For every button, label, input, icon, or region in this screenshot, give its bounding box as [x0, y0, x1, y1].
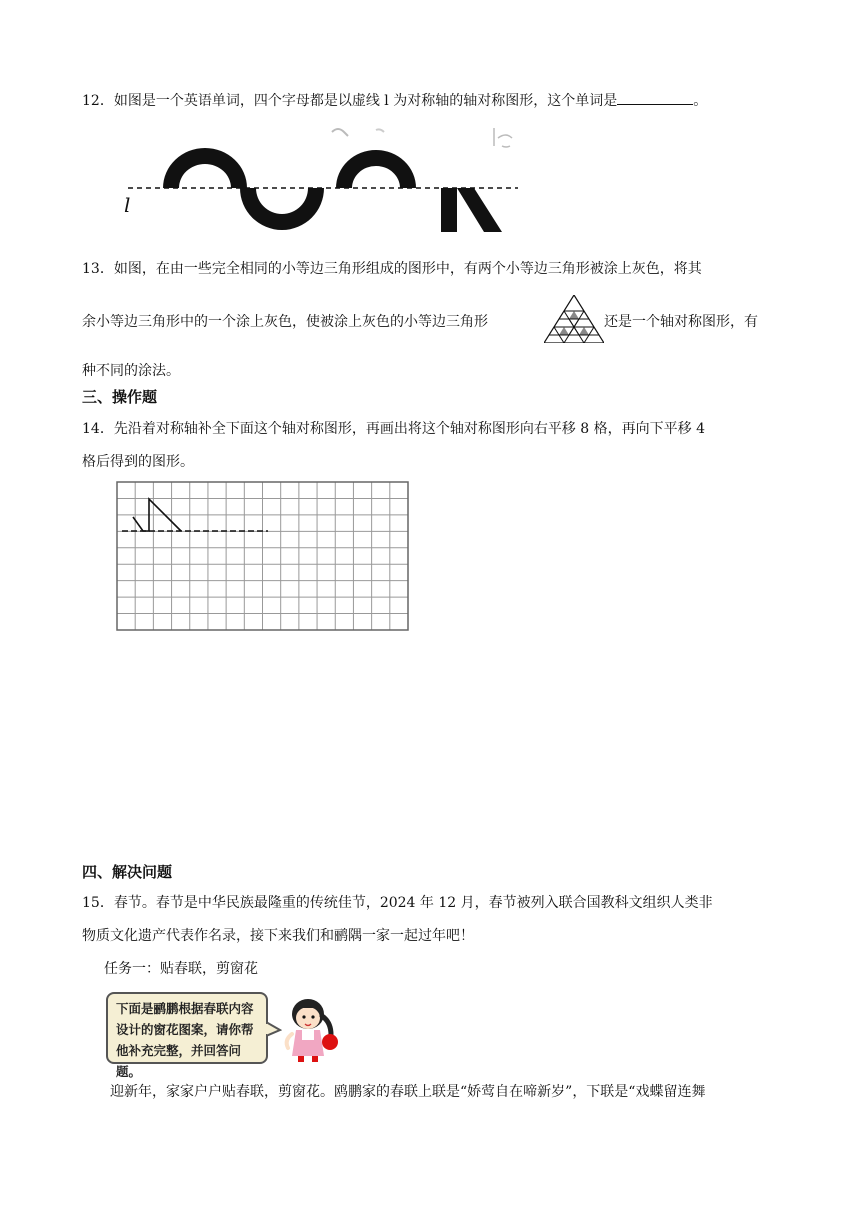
q15-line2: 物质文化遗产代表作名录，接下来我们和鹂隅一家一起过年吧！: [82, 928, 474, 944]
bubble-line-2: 设计的窗花图案，请你帮: [116, 1022, 254, 1037]
q15-task1: 任务一：贴春联，剪窗花: [104, 961, 258, 977]
q12-answer-blank[interactable]: [617, 90, 693, 105]
section-4-title: 四、解决问题: [82, 863, 173, 881]
q13-line2b: 还是一个轴对称图形，有: [604, 314, 758, 330]
letter-k-shape: [441, 188, 502, 232]
q15-line1: 15．春节。春节是中华民族最隆重的传统佳节，2024 年 12 月，春节被列入联合国教科文组织人类非: [82, 895, 713, 911]
q12-text: [82, 90, 707, 110]
q14-line1: 14．先沿着对称轴补全下面这个轴对称图形，再画出将这个轴对称图形向右平移 8 格，再向下平移 4: [82, 421, 705, 437]
q13-line1: 13．如图，在由一些完全相同的小等边三角形组成的图形中，有两个小等边三角形被涂上灰色，将其: [82, 261, 702, 277]
q15-line3: 迎新年，家家户户贴春联，剪窗花。鸥鹏家的春联上联是“娇莺自在啼新岁”，下联是“戏蝶留连舞: [110, 1084, 706, 1100]
axis-label: l: [124, 193, 131, 217]
q13-line2a: 余小等边三角形中的一个涂上灰色，使被涂上灰色的小等边三角形: [82, 314, 488, 330]
letter-o2-shape: [336, 150, 416, 188]
q12-end: 。: [693, 93, 708, 109]
letter-c-shape: [163, 148, 247, 188]
q13-line3: 种不同的涂法。: [82, 363, 180, 379]
q14-line2: 格后得到的图形。: [82, 454, 194, 470]
cartoon-girl-icon: [276, 994, 346, 1064]
bubble-line-1: 下面是鹂鹏根据春联内容: [116, 1001, 254, 1016]
cook-word-figure: [110, 120, 530, 240]
triangle-figure: [544, 295, 604, 343]
q12-question: 12．如图是一个英语单词，四个字母都是以虚线 l 为对称轴的轴对称图形，这个单词是: [82, 93, 618, 109]
bubble-line-3: 他补充完整，并回答问题。: [116, 1043, 242, 1079]
grid-figure[interactable]: [116, 480, 410, 632]
section-3-title: 三、操作题: [82, 388, 158, 406]
speech-bubble: [106, 992, 268, 1079]
letter-o-shape: [240, 188, 324, 230]
